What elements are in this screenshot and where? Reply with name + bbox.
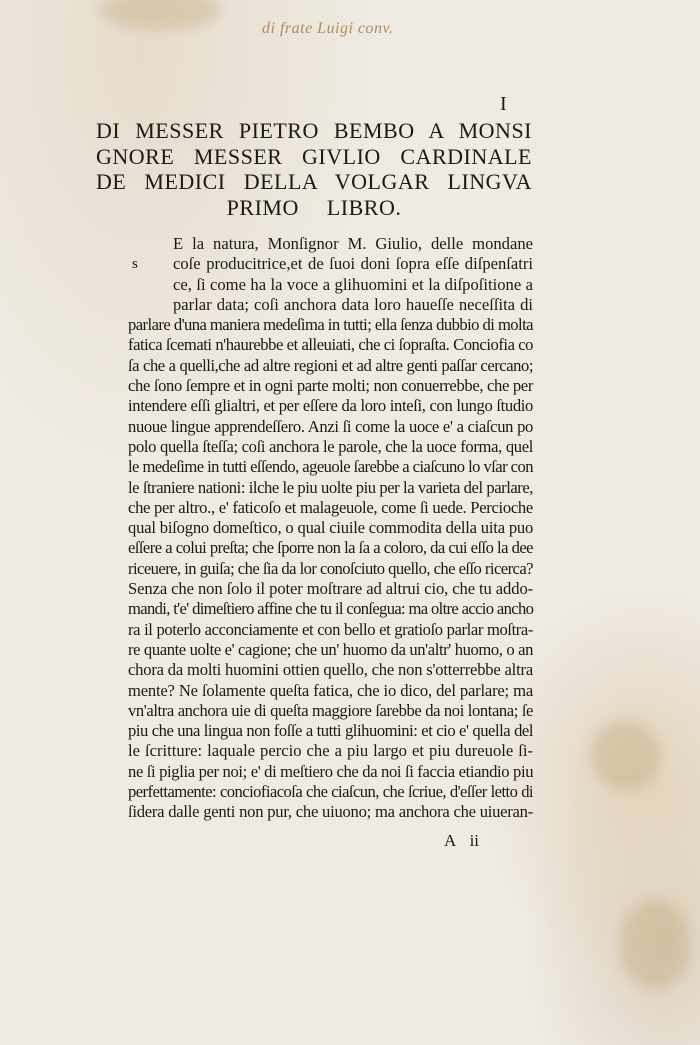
- heading-line: DI MESSER PIETRO BEMBO A MONSI: [96, 118, 532, 143]
- text-line: re quante uolte e' cagione; che un' huomo da un'altr' huomo, o an: [128, 639, 533, 659]
- text-line: ce, ſi come ha la voce a glihuomini et la diſpoſitione a: [173, 274, 533, 294]
- text-line: parlare d'una maniera medeſima in tutti; ella ſenza dubbio di molta: [128, 315, 533, 335]
- paper-stain: [620, 900, 690, 990]
- paper-stain: [100, 0, 220, 30]
- text-line: parlar data; coſi anchora data loro haueſſe neceſſita di: [173, 294, 533, 314]
- text-line: nuoue lingue apprendeſſero. Anzi ſi come la uoce e' a ciaſcun po: [128, 416, 533, 436]
- text-line: le ſtraniere nationi: ilche le piu uolte piu per la varieta del parlare,: [128, 477, 533, 497]
- handwritten-note: di frate Luigi conv.: [262, 20, 394, 37]
- text-line: fatica ſcemati n'haurebbe et alleuiati, che ci ſopraſta. Conciofia co: [128, 335, 533, 355]
- text-line: chora da molti huomini ottien quello, che non s'otterrebbe altra: [128, 660, 533, 680]
- text-line: le medeſime in tutti eſſendo, ageuole ſarebbe a ciaſcuno lo vſar con: [128, 457, 533, 477]
- text-line: perfettamente: conciofiacoſa che ciaſcun, che ſcriue, d'eſſer letto di: [128, 782, 533, 802]
- heading-line: DE MEDICI DELLA VOLGAR LINGVA: [96, 169, 532, 194]
- text-line: coſe producitrice,et de ſuoi doni ſopra eſſe diſpenſatri: [173, 254, 533, 274]
- text-line: qual biſogno domeſtico, o qual ciuile commodita della uita puo: [128, 518, 534, 538]
- margin-note: s: [132, 256, 138, 272]
- text-line: che ſono ſempre et in ogni parte molti; non conuerrebbe, che per: [128, 376, 533, 396]
- heading-line: PRIMO LIBRO.: [226, 194, 402, 220]
- text-line: Senza che non ſolo il poter moſtrare ad altrui cio, che tu addo-: [128, 579, 534, 599]
- body-text: [128, 234, 533, 823]
- text-line: vn'altra anchora uie di queſta maggiore ſarebbe da noi lontana; ſe: [128, 700, 533, 720]
- text-line: ſidera dalle genti non pur, che uiuono; ma anchora che uiueran-: [128, 802, 533, 822]
- text-line: ra il poterlo acconciamente et con bello et gratioſo parlar moſtra-: [128, 619, 533, 639]
- text-line: E la natura, Monſignor M. Giulio, delle mondane: [173, 234, 533, 253]
- text-line: intendere eſſi glialtri, et per eſſere da loro inteſi, con lungo ſtudio: [128, 396, 533, 416]
- text-line: eſſere a colui preſta; che ſporre non la ſa a coloro, da cui eſſo la dee: [128, 538, 533, 558]
- page-number: I: [500, 93, 507, 115]
- text-line: ſa che a quelli,che ad altre regioni et ad altre genti paſſar cercano;: [128, 355, 533, 375]
- title-heading: [96, 118, 532, 220]
- text-line: mandi, t'e' dimeſtiero affine che tu il conſegua: ma oltre accio ancho: [128, 599, 534, 619]
- text-line: ne ſi piglia per noi; e' di meſtiero che da noi ſi faccia etiandio piu: [128, 761, 534, 781]
- paper-stain: [590, 720, 660, 790]
- text-line: le ſcritture: laquale percio che a piu largo et piu dureuole ſi-: [128, 741, 533, 761]
- text-line: mente? Ne ſolamente queſta fatica, che io dico, del parlare; ma: [128, 680, 533, 700]
- signature-mark: A ii: [444, 831, 480, 850]
- text-line: che per altro., e' faticoſo et malageuole, come ſi uede. Percioche: [128, 497, 533, 517]
- text-line: piu che una lingua non foſſe a tutti glihuomini: et cio e' quella del: [128, 721, 533, 741]
- text-line: riceuere, in guiſa; che ſia da lor conoſciuto quello, che eſſo ricerca?: [128, 558, 533, 578]
- heading-line: GNORE MESSER GIVLIO CARDINALE: [96, 143, 532, 169]
- text-line: polo quella ſteſſa; coſi anchora le parole, che la uoce forma, quel: [128, 436, 533, 456]
